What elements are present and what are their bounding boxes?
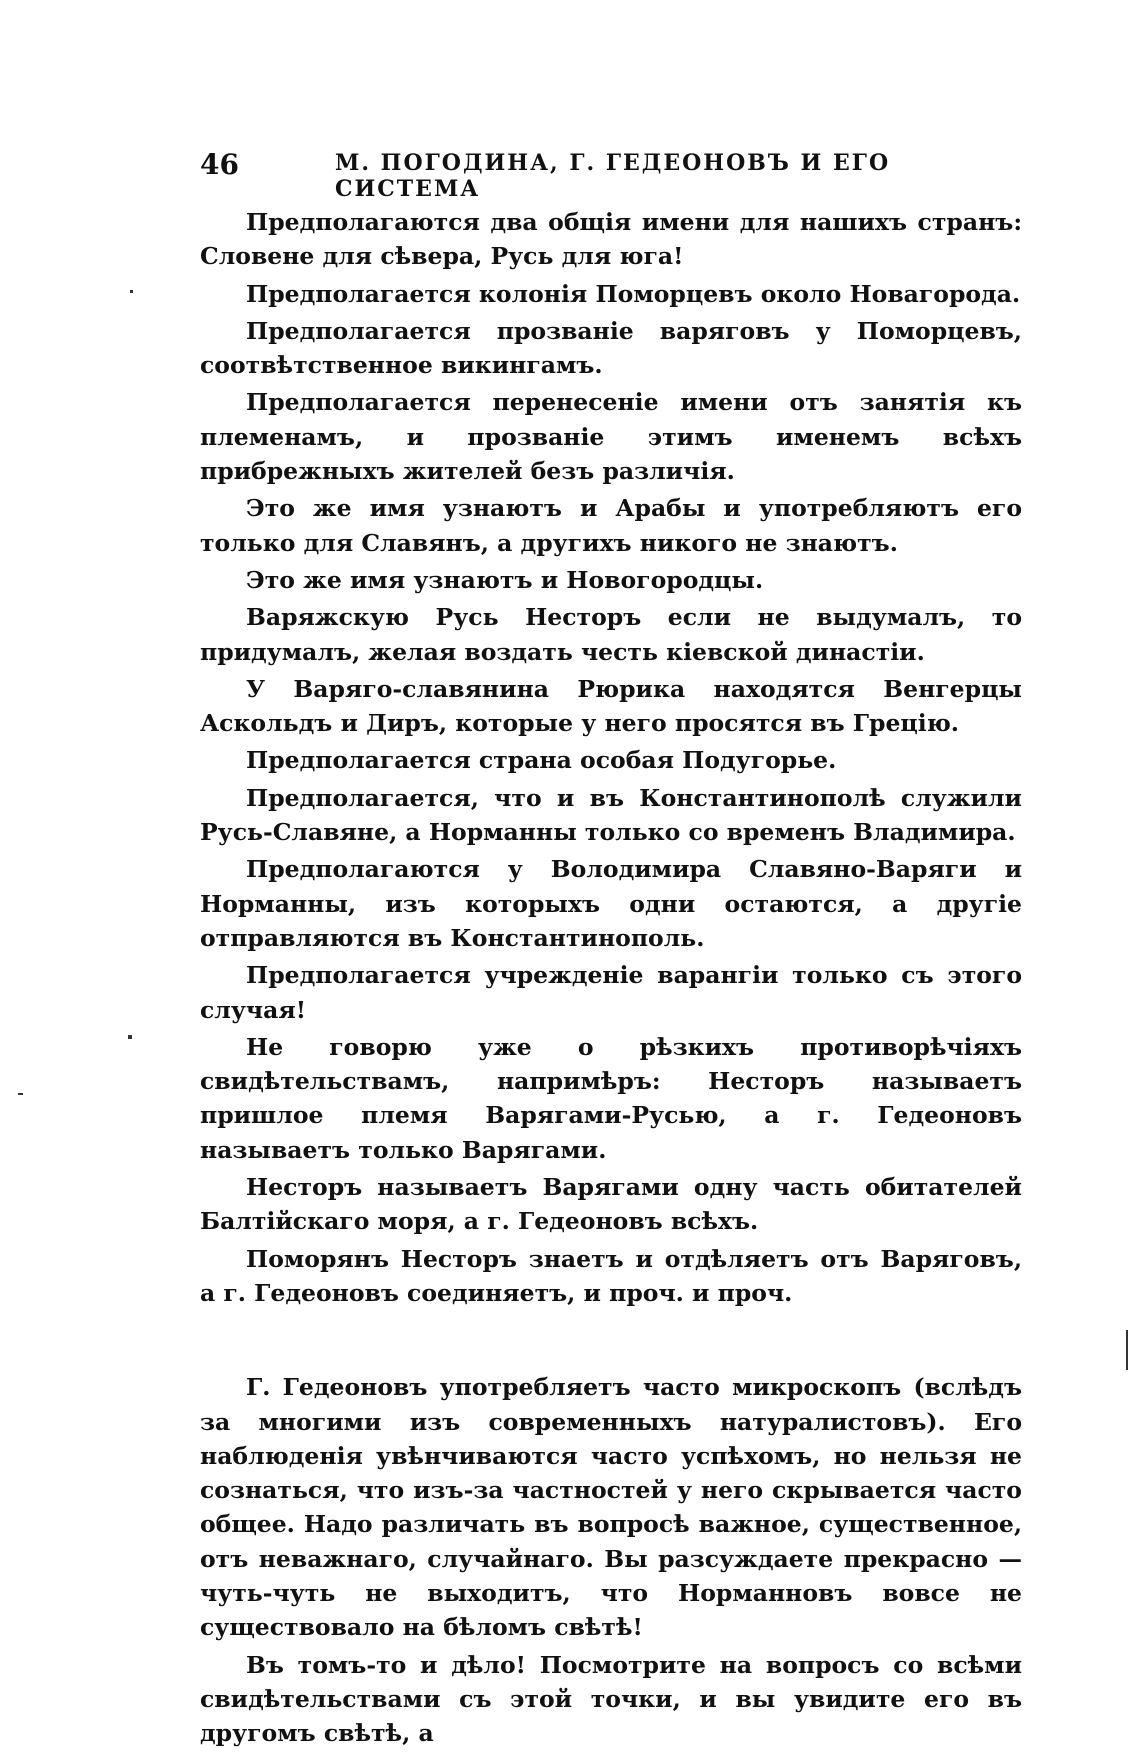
scan-speck [130,290,133,293]
scan-line [1126,1330,1128,1370]
paragraph: Предполагаются два общія имени для нашихъ странъ: Словене для сѣвера, Русь для юга! [200,208,1022,271]
paragraph: У Варяго-славянина Рюрика находятся Венгерцы Аскольдъ и Диръ, которые у него просятся въ Грецію. [200,674,1022,738]
paragraph: Несторъ называетъ Варягами одну часть обитателей Балтійскаго моря, а г. Гедеоновъ всѣхъ. [200,1173,1022,1236]
scan-speck [128,1035,132,1039]
paragraph: Предполагается страна особая Подугорье. [246,746,837,775]
paragraph: Это же имя узнаютъ и Новогородцы. [246,565,764,594]
running-title: М. ПОГОДИНА, Г. ГЕДЕОНОВЪ И ЕГО СИСТЕМА [335,150,891,202]
scan-speck [18,1093,23,1095]
paragraph: Въ томъ-то и дѣло! Посмотрите на вопросъ со всѣми свидѣтельствами съ этой точки, и вы увидите его въ другомъ свѣтѣ, а [200,1650,1022,1748]
paragraph: Это же имя узнаютъ и Арабы и употребляютъ его только для Славянъ, а другихъ никого не знаютъ. [200,494,1022,557]
paragraph: Предполагается учрежденіе варангіи только съ этого случая! [200,961,1022,1024]
page-body [200,205,1022,1753]
page-number: 46 [200,148,239,181]
paragraph: Предполагается, что и въ Константинополѣ служили Русь-Славяне, а Норманны только со временъ Владимира. [200,783,1022,847]
paragraph: Предполагается перенесеніе имени отъ занятія къ племенамъ, и прозваніе этимъ именемъ всѣхъ прибрежныхъ жителей безъ различія. [200,388,1022,486]
paragraph: Г. Гедеоновъ употребляетъ часто микроскопъ (вслѣдъ за многими изъ современныхъ натуралистовъ). Его наблюденія увѣнчиваются часто успѣхомъ, но нельзя не сознаться, что изъ-за частностей у него скрывается часто общее. Надо различать въ вопросѣ важное, существенное, отъ неважнаго, случайнаго. Вы разсуждаете прекрасно — чуть-чуть не выходитъ, что Норманновъ вовсе не существовало на бѣломъ свѣтѣ! [200,1373,1022,1642]
paragraph: Не говорю уже о рѣзкихъ противорѣчіяхъ свидѣтельствамъ, напримѣръ: Несторъ называетъ пришлое племя Варягами-Русью, а г. Гедеоновъ называетъ только Варягами. [200,1032,1022,1164]
paragraph: Поморянъ Несторъ знаетъ и отдѣляетъ отъ Варяговъ, а г. Гедеоновъ соединяетъ, и проч. и проч. [200,1244,1022,1307]
paragraph: Предполагается прозваніе варяговъ у Поморцевъ, соотвѣтственное викингамъ. [200,316,1022,380]
paragraph: Варяжскую Русь Несторъ если не выдумалъ, то придумалъ, желая воздать честь кіевской династіи. [200,603,1022,666]
paragraph: Предполагаются у Володимира Славяно-Варяги и Норманны, изъ которыхъ одни остаются, а другіе отправляются въ Константинополь. [200,855,1022,952]
paragraph: Предполагается колонія Поморцевъ около Новагорода. [246,279,1021,308]
